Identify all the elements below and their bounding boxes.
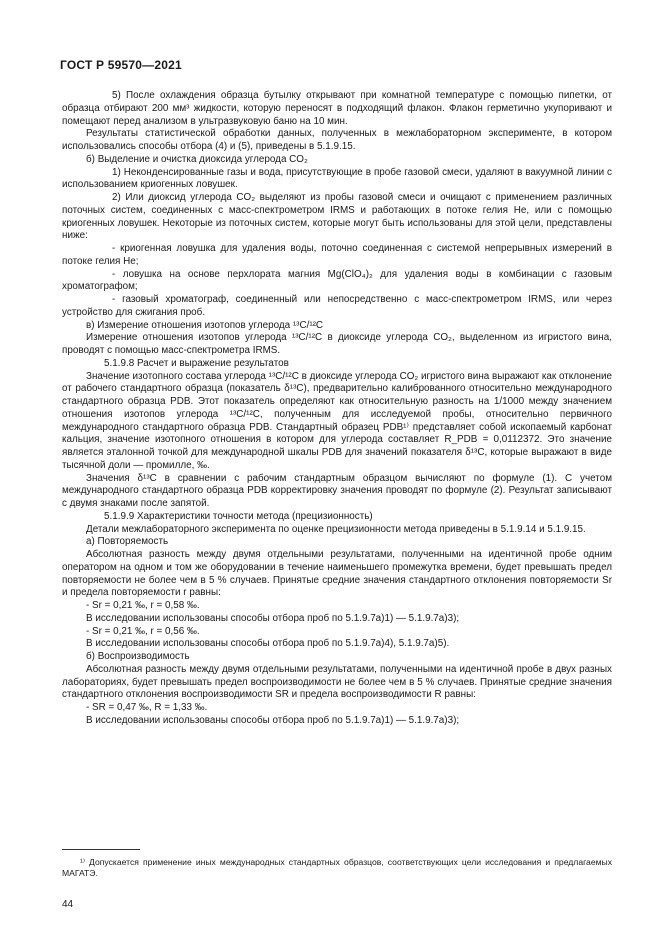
- paragraph-results: Результаты статистической обработки данных, полученных в межлабораторном эксперименте, в котором использовались способы отбора (4) и (5), приведены в 5.1.9.15.: [62, 128, 612, 152]
- heading-v-isotope-ratio: в) Измерение отношения изотопов углерода ¹³C/¹²C: [86, 319, 324, 331]
- paragraph-v-measurement: Измерение отношения изотопов углерода ¹³C/¹²C в диоксиде углерода CO₂, выделенном из игристого вина, проводят с помощью масс-спектрометра IRMS.: [62, 332, 612, 356]
- footnote-pdb: ¹⁾ Допускается применение иных международных стандартных образцов, соответствующих цели исследования и предлагаемых МАГАТЭ.: [62, 857, 612, 878]
- value-repeatability-1: - Sr = 0,21 ‰, r = 0,58 ‰.: [86, 600, 200, 611]
- value-repeatability-2: - Sr = 0,21 ‰, r = 0,56 ‰.: [86, 625, 200, 637]
- paragraph-sampling-5: 5) После охлаждения образца бутылку открывают при комнатной температуре с помощью пипетки, от образца отбирают 200 мм³ жидкости, которую переносят в подходящий флакон. Флакон герметично укупоривают и помещают перед анализом в ультразвуковую баню на 10 мин.: [62, 90, 612, 127]
- page-number: 44: [62, 899, 74, 910]
- document-standard-header: ГОСТ Р 59570—2021: [60, 58, 182, 72]
- paragraph-5198-text: Значение изотопного состава углерода ¹³C/¹²C в диоксиде углерода CO₂ игристого вина выражают как отклонение от рабочего стандартного образца (показатель δ¹³C), предварительно калиброванного относительно международного стандартного образца PDB. Этот показатель определяют как относительную разность на 1/1000 между значением отношения изотопов углерода ¹³C/¹²C, полученным для исследуемой пробы, относительно первичного международного стандартного образца PDB. Стандартный образец PDB¹⁾ представляет собой ископаемый карбонат кальция, значение изотопного отношения в котором для углерода составляет R_PDB = 0,0112372. Это значение является эталонной точкой для международной шкалы PDB для значений показателя δ¹³C, которые выражают в виде тысячной доли — промилле, ‰.: [62, 370, 612, 471]
- heading-b-co2: б) Выделение и очистка диоксида углерода CO₂: [86, 153, 308, 165]
- paragraph-a-repeatability: Абсолютная разность между двумя отдельными результатами, полученными на идентичной пробе одним оператором на одном и том же оборудовании в течение наименьшего промежутка времени, будет превышать предел повторяемости не более чем в 5 % случаев. Принятые средние значения стандартного отклонения повторяемости Sr и предела повторяемости r равны:: [62, 549, 612, 599]
- value-reproducibility: - SR = 0,47 ‰, R = 1,33 ‰.: [86, 702, 208, 713]
- note-repeatability-1: В исследовании использованы способы отбора проб по 5.1.9.7а)1) — 5.1.9.7а)3);: [86, 612, 460, 624]
- paragraph-b2: 2) Или диоксид углерода CO₂ выделяют из пробы газовой смеси и очищают с применением различных поточных систем, соединенных с масс-спектрометром IRMS и работающих в потоке гелия He, или с помощью криогенных ловушек. Некоторые из поточных систем, которые могут быть использованы для этой цели, представлены ниже:: [62, 192, 612, 242]
- note-reproducibility: В исследовании использованы способы отбора проб по 5.1.9.7а)1) — 5.1.9.7а)3);: [86, 714, 460, 726]
- note-repeatability-2: В исследовании использованы способы отбора проб по 5.1.9.7а)4), 5.1.9.7а)5).: [86, 638, 450, 650]
- list-item-gas-chromatograph: - газовый хроматограф, соединенный или непосредственно с масс-спектрометром IRMS, или через устройство для сжигания проб.: [62, 294, 612, 318]
- paragraph-5199-text: Детали межлабораторного эксперимента по оценке прецизионности метода приведены в 5.1.9.14 и 5.1.9.15.: [86, 523, 586, 535]
- document-body: [62, 90, 612, 728]
- heading-a-repeatability: а) Повторяемость: [86, 536, 169, 548]
- list-item-cryo-trap: - криогенная ловушка для удаления воды, поточно соединенная с системой непрерывных измерений в потоке гелия He;: [62, 243, 612, 267]
- paragraph-delta-formulas: Значения δ¹³C в сравнении с рабочим стандартным образцом вычисляют по формуле (1). С учетом международного стандартного образца PDB корректировку значения проводят по формуле (2). Результат записывают с двумя знаками после запятой.: [62, 472, 612, 509]
- heading-b-reproducibility: б) Воспроизводимость: [86, 651, 190, 662]
- section-5199-title: 5.1.9.9 Характеристики точности метода (прецизионность): [104, 510, 373, 522]
- list-item-perchlorate-trap: - ловушка на основе перхлората магния Mg(ClO₄)₂ для удаления воды в комбинации с газовым хроматографом;: [62, 268, 612, 293]
- paragraph-b1: 1) Неконденсированные газы и вода, присутствующие в пробе газовой смеси, удаляют в вакуумной линии с использованием криогенных ловушек.: [62, 166, 612, 191]
- section-5198-title: 5.1.9.8 Расчет и выражение результатов: [104, 357, 289, 369]
- paragraph-b-reproducibility: Абсолютная разность между двумя отдельными результатами, полученными на идентичной пробе в двух разных лабораториях, будет превышать предел воспроизводимости не более чем в 5 % случаев. Принятые средние значения стандартного отклонения воспроизводимости SR и предела воспроизводимости R равны:: [62, 663, 612, 701]
- footnote-divider: [62, 849, 140, 850]
